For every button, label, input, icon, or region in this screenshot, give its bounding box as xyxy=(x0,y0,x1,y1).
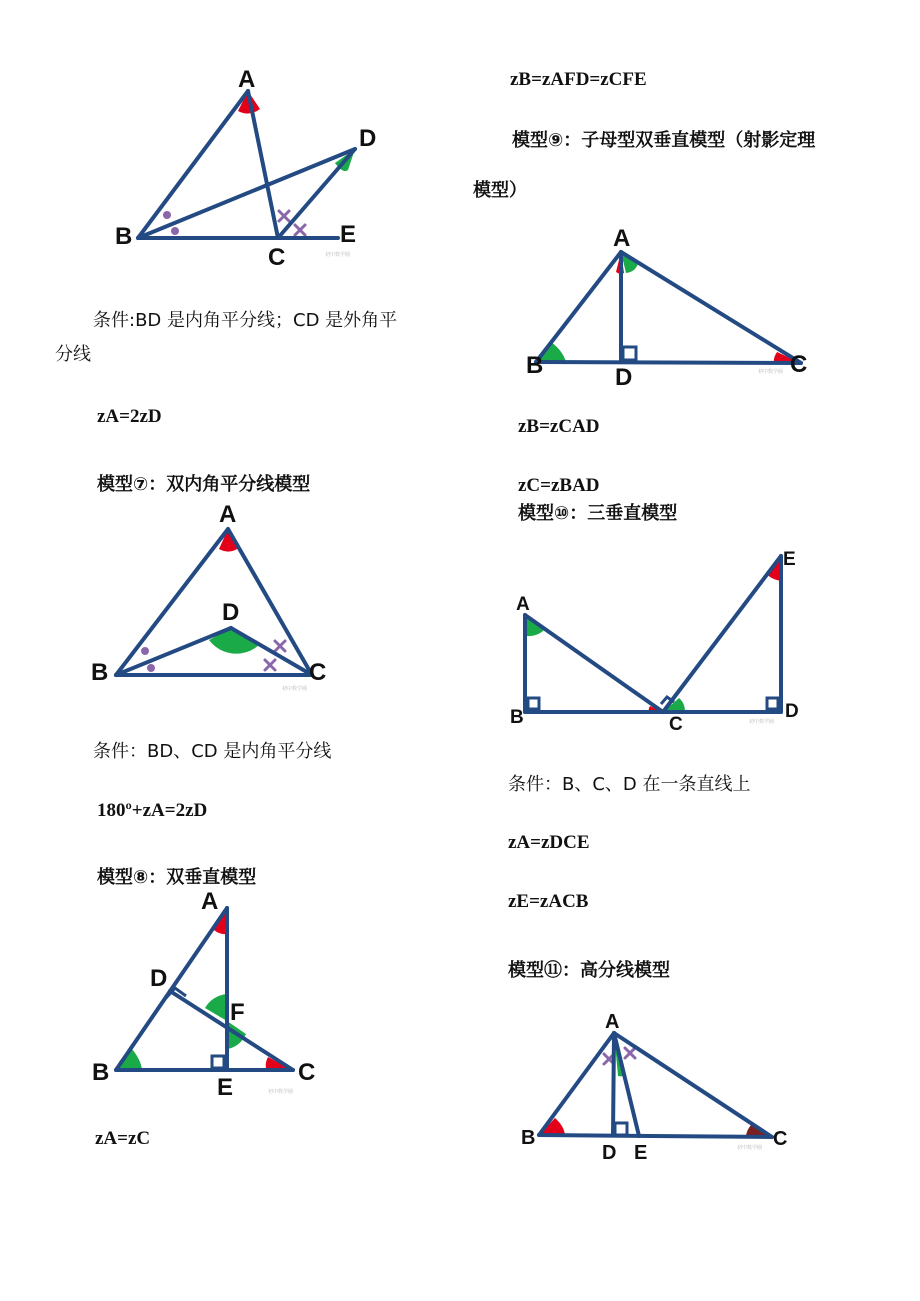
equation-9a: zB=zCAD xyxy=(518,416,600,437)
label-b: B xyxy=(115,223,133,250)
title-model-8: 模型⑧：双垂直模型 xyxy=(97,867,257,888)
label-d: D xyxy=(222,599,240,626)
label-a: A xyxy=(605,1011,620,1033)
label-d: D xyxy=(785,701,799,722)
condition-10: 条件：B、C、D 在一条直线上 xyxy=(508,774,751,795)
label-f: F xyxy=(230,999,245,1026)
equation-8: zA=zC xyxy=(95,1128,151,1149)
label-e: E xyxy=(783,549,796,570)
condition-6-line2: 分线 xyxy=(55,344,91,365)
label-c: C xyxy=(669,714,683,735)
label-c: C xyxy=(268,244,286,271)
line-ab xyxy=(536,252,621,362)
watermark: 初中数学圈 xyxy=(737,1145,763,1151)
label-b: B xyxy=(510,707,524,728)
label-a: A xyxy=(201,888,219,915)
title-model-11: 模型⑪：高分线模型 xyxy=(508,960,670,981)
label-e: E xyxy=(634,1142,648,1164)
line-ce xyxy=(663,556,781,712)
label-b: B xyxy=(521,1127,536,1149)
line-ad xyxy=(613,1033,614,1135)
equation-9b: zC=zBAD xyxy=(518,475,600,496)
line-bc xyxy=(539,1135,772,1137)
line-ac xyxy=(614,1033,772,1137)
right-angle-b xyxy=(528,698,539,709)
label-b: B xyxy=(92,1059,110,1086)
line-bc xyxy=(536,362,801,363)
line-ac xyxy=(621,252,801,363)
line-ab xyxy=(539,1033,614,1135)
title-model-9-line2: 模型） xyxy=(473,180,527,201)
right-angle-e xyxy=(212,1056,224,1068)
label-d: D xyxy=(615,364,633,391)
line-ab xyxy=(116,908,227,1070)
label-c: C xyxy=(790,351,808,378)
figure-model-7 xyxy=(88,498,338,693)
label-c: C xyxy=(298,1059,316,1086)
title-model-7: 模型⑦：双内角平分线模型 xyxy=(97,474,311,495)
label-a: A xyxy=(516,594,530,615)
title-model-10: 模型⑩：三垂直模型 xyxy=(518,503,678,524)
equation-10b: zE=zACB xyxy=(508,891,589,912)
label-c: C xyxy=(309,659,327,686)
watermark: 初中数学圈 xyxy=(268,1089,294,1095)
label-e: E xyxy=(217,1074,234,1101)
label-c: C xyxy=(773,1128,788,1150)
equation-6: zA=2zD xyxy=(97,406,162,427)
watermark: 初中数学圈 xyxy=(282,686,308,692)
equation-7: 180º+zA=2zD xyxy=(97,800,208,821)
label-a: A xyxy=(219,501,237,528)
label-a: A xyxy=(238,66,256,93)
title-model-9-line1: 模型⑨：子母型双垂直模型（射影定理 xyxy=(512,130,816,151)
right-angle-d xyxy=(615,1123,627,1135)
watermark: 初中数学圈 xyxy=(758,369,784,375)
watermark: 初中数学圈 xyxy=(749,719,775,725)
equation-8b: zB=zAFD=zCFE xyxy=(510,69,647,90)
figure-model-8 xyxy=(88,888,328,1103)
figure-model-6 xyxy=(110,60,400,275)
figure-model-11 xyxy=(515,1003,805,1168)
watermark: 初中数学圈 xyxy=(325,252,351,258)
right-angle-d xyxy=(767,698,778,709)
label-a: A xyxy=(613,225,631,252)
bisector-dot xyxy=(163,211,171,219)
figure-model-9 xyxy=(520,222,820,392)
figure-model-10 xyxy=(505,545,810,735)
right-angle-d xyxy=(623,347,636,360)
condition-6-line1: 条件:BD 是内角平分线；CD 是外角平 xyxy=(93,310,398,331)
label-d: D xyxy=(359,125,377,152)
bisector-dot xyxy=(141,647,149,655)
bisector-dot xyxy=(171,227,179,235)
label-b: B xyxy=(91,659,109,686)
condition-7: 条件：BD、CD 是内角平分线 xyxy=(93,741,332,762)
line-ac xyxy=(525,615,663,712)
label-d: D xyxy=(150,965,168,992)
bisector-dot xyxy=(147,664,155,672)
line-ac xyxy=(248,91,278,238)
label-b: B xyxy=(526,352,544,379)
equation-10a: zA=zDCE xyxy=(508,832,590,853)
label-d: D xyxy=(602,1142,617,1164)
label-e: E xyxy=(340,221,357,248)
